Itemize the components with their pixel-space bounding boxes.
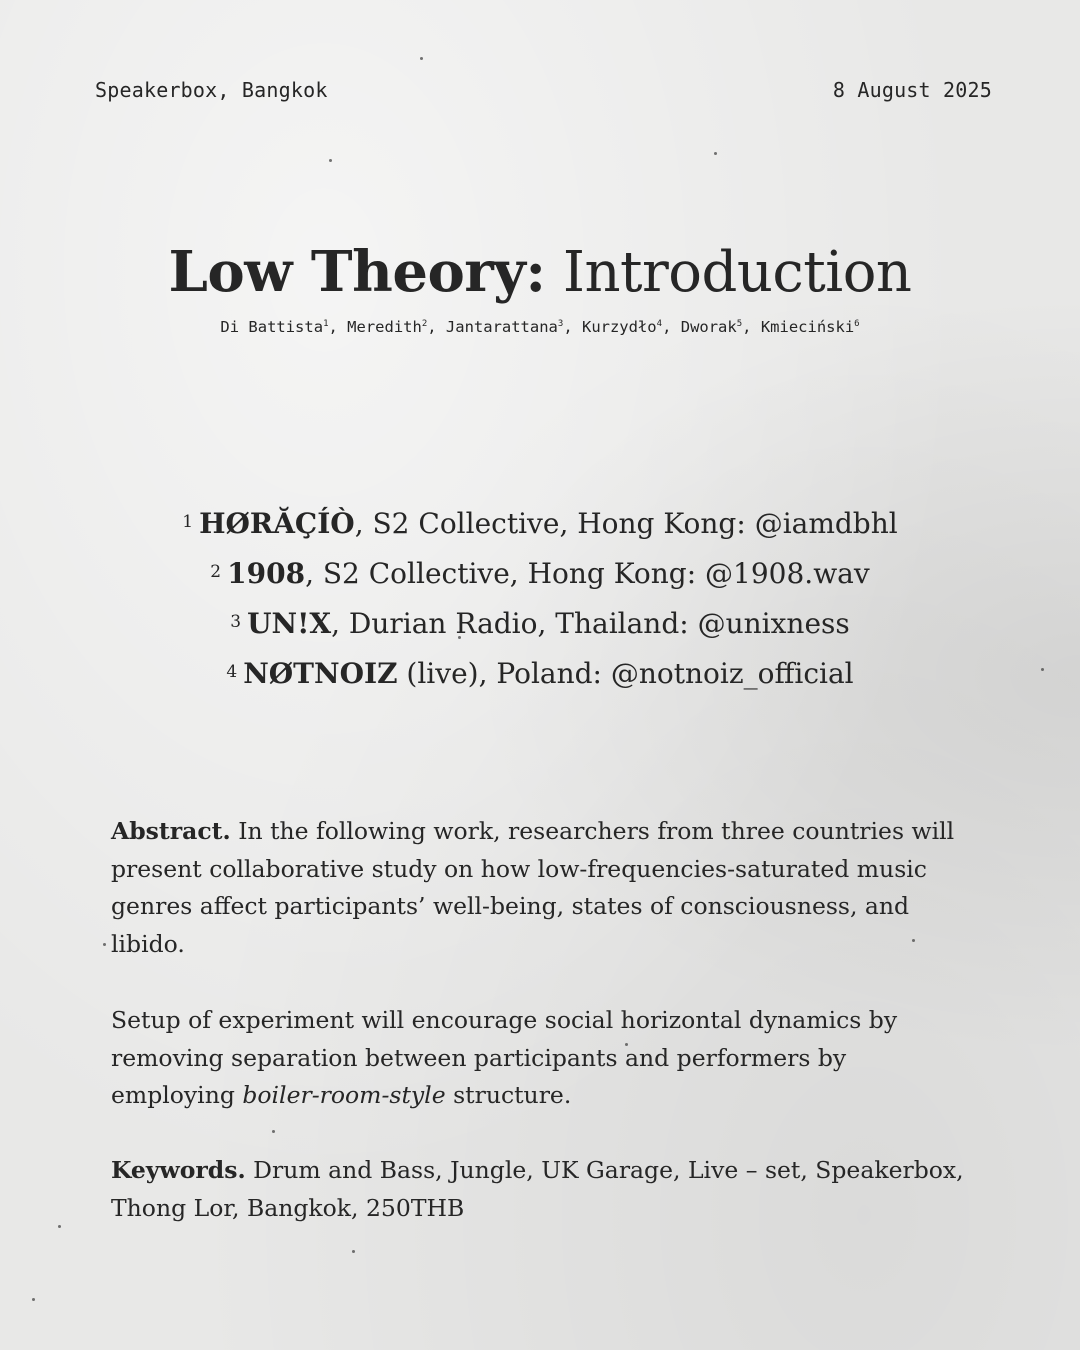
affiliation-number: 2 [210,562,222,582]
paper-speck [420,57,423,60]
abstract-text: In the following work, researchers from three countries will present collaborative study on how low-frequencies-saturated music genres affect participants’ well-being, states of consciousness, and libido. [111,817,955,958]
author-name: Kurzydło [581,318,657,336]
author-separator: , [662,318,681,336]
affiliation-number: 3 [230,612,242,632]
author-name: Meredith [347,318,422,336]
author-separator: , [563,318,582,336]
affiliation-list [0,498,1080,698]
affiliation-detail: , S2 Collective, Hong Kong: @1908.wav [305,557,870,590]
author-name: Kmieciński [760,318,855,336]
title-sub: Introduction [562,240,912,305]
author-separator: , [742,318,761,336]
affiliation-number: 1 [182,512,194,532]
affiliation-detail: , Durian Radio, Thailand: @unixness [331,607,850,640]
author-mark: 5 [736,318,743,329]
author-separator: , [427,318,446,336]
artist-name: NØTNOIZ [243,657,398,690]
keywords-label: Keywords. [111,1156,246,1184]
author-name: Di Battista [220,318,324,336]
artist-name: UN!X [247,607,332,640]
author-name: Dworak [680,318,737,336]
author-mark: 6 [854,318,860,329]
author-name: Jantarattana [445,318,558,336]
venue-header: Speakerbox, Bangkok [95,78,328,102]
author-separator: , [328,318,348,336]
affiliation-line [0,548,1080,598]
paper-speck [329,159,332,162]
affiliation-number: 4 [226,662,238,682]
abstract-paragraph [111,813,971,963]
setup-paragraph [111,1002,971,1115]
paper-speck [32,1298,35,1301]
paper-speck [272,1130,275,1133]
author-mark: 3 [557,318,564,329]
paper-speck [714,152,717,155]
page-title [0,236,1080,309]
setup-text-after: structure. [445,1081,572,1109]
author-mark: 1 [323,318,329,329]
paper-speck [103,943,106,946]
paper-speck [58,1225,61,1228]
keywords-paragraph [111,1152,971,1227]
paper-speck [352,1250,355,1253]
author-mark: 4 [656,318,663,329]
affiliation-detail: (live), Poland: @notnoiz_official [397,657,854,690]
author-list [0,316,1080,338]
author-mark: 2 [421,318,428,329]
artist-name: 1908 [227,557,306,590]
affiliation-line [0,498,1080,548]
setup-text-before: Setup of experiment will encourage social horizontal dynamics by removing separation between participants and performers by employing [111,1006,898,1109]
keywords-text: Drum and Bass, Jungle, UK Garage, Live – set, Speakerbox, Thong Lor, Bangkok, 250THB [111,1156,964,1222]
setup-emphasis: boiler-room-style [242,1081,446,1109]
affiliation-line [0,648,1080,698]
title-main: Low Theory: [168,239,546,305]
affiliation-detail: , S2 Collective, Hong Kong: @iamdbhl [354,507,898,540]
artist-name: HØRĂÇÍÒ [199,507,355,540]
date-header: 8 August 2025 [832,78,992,102]
abstract-label: Abstract. [111,817,231,845]
affiliation-line [0,598,1080,648]
